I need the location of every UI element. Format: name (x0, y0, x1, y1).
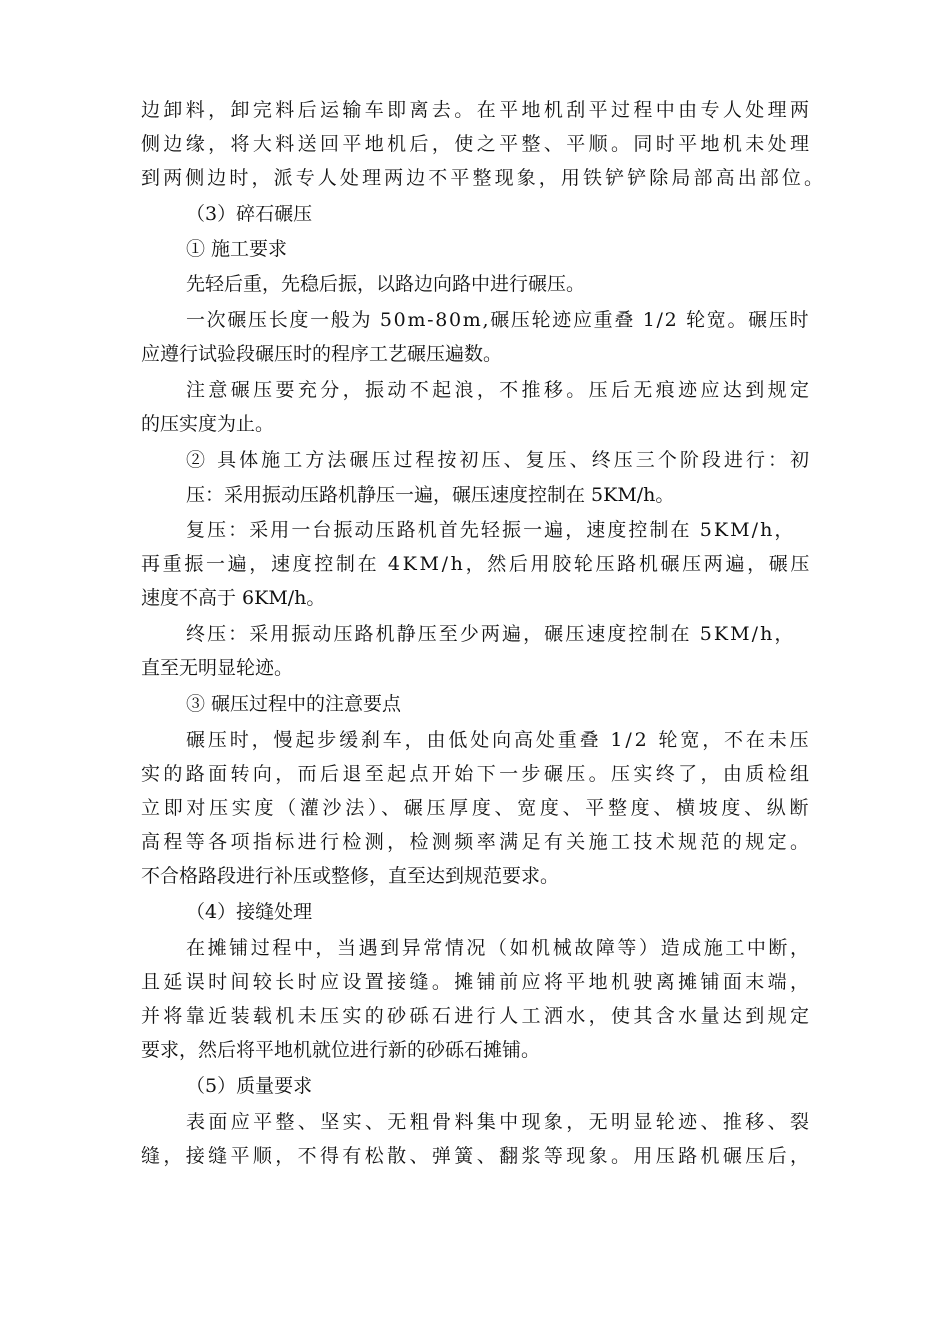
text-line: 应遵行试验段碾压时的程序工艺碾压遍数。 (141, 343, 503, 365)
text-line: 碾压时，慢起步缓刹车，由低处向高处重叠 1/2 轮宽，不在未压 (186, 729, 812, 751)
text-line: 速度不高于 6KM/h。 (141, 587, 326, 609)
text-line: 缝，接缝平顺，不得有松散、弹簧、翻浆等现象。用压路机碾压后， (141, 1145, 813, 1167)
text-line: 表面应平整、坚实、无粗骨料集中现象，无明显轮迹、推移、裂 (186, 1111, 813, 1133)
text-line: ③ 碾压过程中的注意要点 (186, 693, 402, 715)
text-line: 边卸料，卸完料后运输车即离去。在平地机刮平过程中由专人处理两 (141, 99, 813, 121)
text-line: （5）质量要求 (186, 1075, 313, 1097)
text-line: （3）碎石碾压 (186, 203, 313, 225)
text-line: 侧边缘，将大料送回平地机后，使之平整、平顺。同时平地机未处理 (141, 133, 813, 155)
text-line: 并将靠近装载机未压实的砂砾石进行人工洒水，使其含水量达到规定 (141, 1005, 813, 1027)
text-line: 到两侧边时，派专人处理两边不平整现象，用铁铲铲除局部高出部位。 (141, 167, 827, 189)
text-line: 在摊铺过程中，当遇到异常情况（如机械故障等）造成施工中断， (186, 937, 812, 959)
text-line: 一次碾压长度一般为 50m-80m,碾压轮迹应重叠 1/2 轮宽。碾压时 (186, 309, 811, 331)
text-line: 且延误时间较长时应设置接缝。摊铺前应将平地机驶离摊铺面末端， (141, 971, 813, 993)
text-line: 注意碾压要充分，振动不起浪，不推移。压后无痕迹应达到规定 (186, 379, 813, 401)
text-line: 的压实度为止。 (141, 413, 275, 435)
text-line: 压：采用振动压路机静压一遍，碾压速度控制在 5KM/h。 (186, 484, 675, 506)
text-line: 立即对压实度（灌沙法）、碾压厚度、宽度、平整度、横坡度、纵断 (141, 797, 813, 819)
text-line: 实的路面转向，而后退至起点开始下一步碾压。压实终了，由质检组 (141, 763, 813, 785)
text-line: 高程等各项指标进行检测，检测频率满足有关施工技术规范的规定。 (141, 831, 813, 853)
text-line: 复压：采用一台振动压路机首先轻振一遍，速度控制在 5KM/h， (186, 519, 796, 541)
text-line: （4）接缝处理 (186, 901, 313, 923)
text-line: 先轻后重，先稳后振，以路边向路中进行碾压。 (186, 273, 586, 295)
text-line: 再重振一遍，速度控制在 4KM/h，然后用胶轮压路机碾压两遍，碾压 (141, 553, 813, 575)
text-line: 要求，然后将平地机就位进行新的砂砾石摊铺。 (141, 1039, 541, 1061)
text-line: 终压：采用振动压路机静压至少两遍，碾压速度控制在 5KM/h， (186, 623, 796, 645)
text-line: ② 具体施工方法碾压过程按初压、复压、终压三个阶段进行：初 (186, 449, 813, 471)
text-line: 直至无明显轮迹。 (141, 657, 294, 679)
text-line: ① 施工要求 (186, 238, 288, 260)
text-line: 不合格路段进行补压或整修，直至达到规范要求。 (141, 865, 560, 887)
